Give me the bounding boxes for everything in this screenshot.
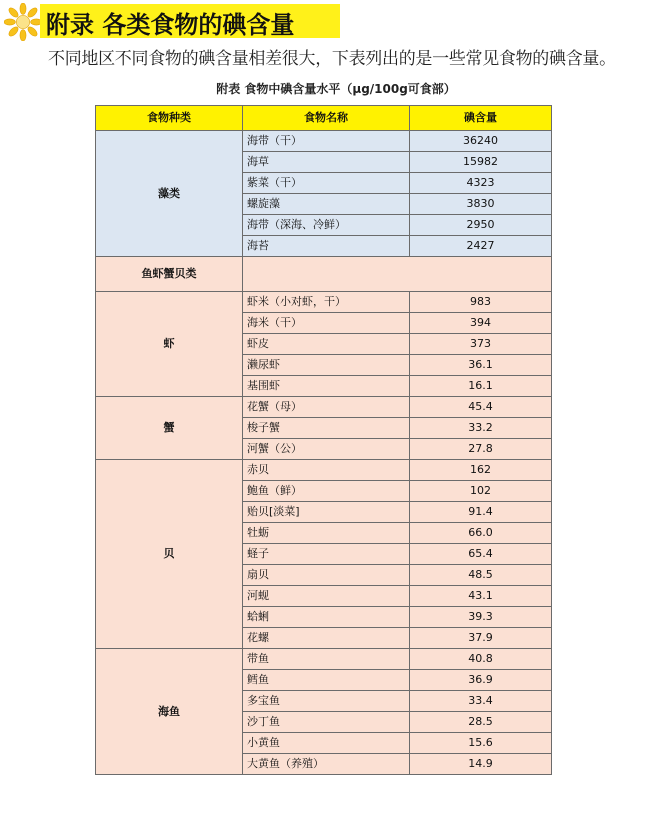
food-name: 基围虾 — [243, 376, 410, 397]
iodine-value: 28.5 — [410, 712, 552, 733]
iodine-value: 373 — [410, 334, 552, 355]
food-name: 小黄鱼 — [243, 733, 410, 754]
iodine-value: 66.0 — [410, 523, 552, 544]
food-name: 海草 — [243, 152, 410, 173]
iodine-value: 43.1 — [410, 586, 552, 607]
iodine-value: 983 — [410, 292, 552, 313]
iodine-value: 14.9 — [410, 754, 552, 775]
food-name: 牡蛎 — [243, 523, 410, 544]
iodine-value: 37.9 — [410, 628, 552, 649]
food-name: 海苔 — [243, 236, 410, 257]
food-name: 花蟹（母） — [243, 397, 410, 418]
food-name: 螺旋藻 — [243, 194, 410, 215]
header-iodine-content: 碘含量 — [410, 106, 552, 131]
food-name: 紫菜（干） — [243, 173, 410, 194]
category-cell-seafood: 鱼虾蟹贝类 — [96, 257, 243, 292]
table-row — [96, 397, 552, 418]
iodine-value: 36.1 — [410, 355, 552, 376]
food-name: 蛤蜊 — [243, 607, 410, 628]
table-caption: 附表 食物中碘含量水平（μg/100g可食部） — [216, 82, 456, 96]
category-cell-sea-fish: 海鱼 — [96, 649, 243, 775]
category-cell-algae: 藻类 — [96, 131, 243, 257]
iodine-value: 45.4 — [410, 397, 552, 418]
food-name: 贻贝[淡菜] — [243, 502, 410, 523]
iodine-value: 15.6 — [410, 733, 552, 754]
food-name: 鲍鱼（鲜） — [243, 481, 410, 502]
iodine-value: 33.2 — [410, 418, 552, 439]
food-name: 濑尿虾 — [243, 355, 410, 376]
iodine-value: 15982 — [410, 152, 552, 173]
food-name: 梭子蟹 — [243, 418, 410, 439]
food-name: 河蟹（公） — [243, 439, 410, 460]
table-row — [96, 649, 552, 670]
food-name: 多宝鱼 — [243, 691, 410, 712]
page-header — [0, 0, 672, 46]
iodine-value: 36240 — [410, 131, 552, 152]
food-name: 大黄鱼（养殖） — [243, 754, 410, 775]
iodine-value: 2427 — [410, 236, 552, 257]
food-name: 虾米（小对虾，干） — [243, 292, 410, 313]
food-name: 河蚬 — [243, 586, 410, 607]
sunflower-icon — [4, 3, 42, 41]
food-name: 海带（深海、冷鲜） — [243, 215, 410, 236]
page-title: 附录 各类食物的碘含量 — [46, 10, 295, 39]
category-cell-shrimp: 虾 — [96, 292, 243, 397]
header-category: 食物种类 — [96, 106, 243, 131]
iodine-value: 162 — [410, 460, 552, 481]
empty-cell — [243, 257, 552, 292]
iodine-value: 4323 — [410, 173, 552, 194]
food-name: 赤贝 — [243, 460, 410, 481]
food-name: 海带（干） — [243, 131, 410, 152]
iodine-value: 2950 — [410, 215, 552, 236]
iodine-value: 3830 — [410, 194, 552, 215]
iodine-value: 36.9 — [410, 670, 552, 691]
category-cell-crab: 蟹 — [96, 397, 243, 460]
iodine-value: 16.1 — [410, 376, 552, 397]
table-row — [96, 460, 552, 481]
food-name: 鳕鱼 — [243, 670, 410, 691]
iodine-value: 91.4 — [410, 502, 552, 523]
intro-text: 不同地区不同食物的碘含量相差很大，下表列出的是一些常见食物的碘含量。 — [48, 49, 616, 69]
iodine-value: 39.3 — [410, 607, 552, 628]
iodine-value: 33.4 — [410, 691, 552, 712]
iodine-table — [95, 105, 552, 775]
iodine-value: 48.5 — [410, 565, 552, 586]
table-row-group — [96, 257, 552, 292]
food-name: 海米（干） — [243, 313, 410, 334]
food-name: 蛏子 — [243, 544, 410, 565]
iodine-value: 40.8 — [410, 649, 552, 670]
iodine-value: 27.8 — [410, 439, 552, 460]
table-row — [96, 292, 552, 313]
iodine-value: 394 — [410, 313, 552, 334]
food-name: 沙丁鱼 — [243, 712, 410, 733]
food-name: 虾皮 — [243, 334, 410, 355]
header-food-name: 食物名称 — [243, 106, 410, 131]
food-name: 带鱼 — [243, 649, 410, 670]
iodine-value: 102 — [410, 481, 552, 502]
food-name: 扇贝 — [243, 565, 410, 586]
food-name: 花螺 — [243, 628, 410, 649]
table-header-row — [96, 106, 552, 131]
category-cell-shellfish: 贝 — [96, 460, 243, 649]
table-row — [96, 131, 552, 152]
iodine-value: 65.4 — [410, 544, 552, 565]
